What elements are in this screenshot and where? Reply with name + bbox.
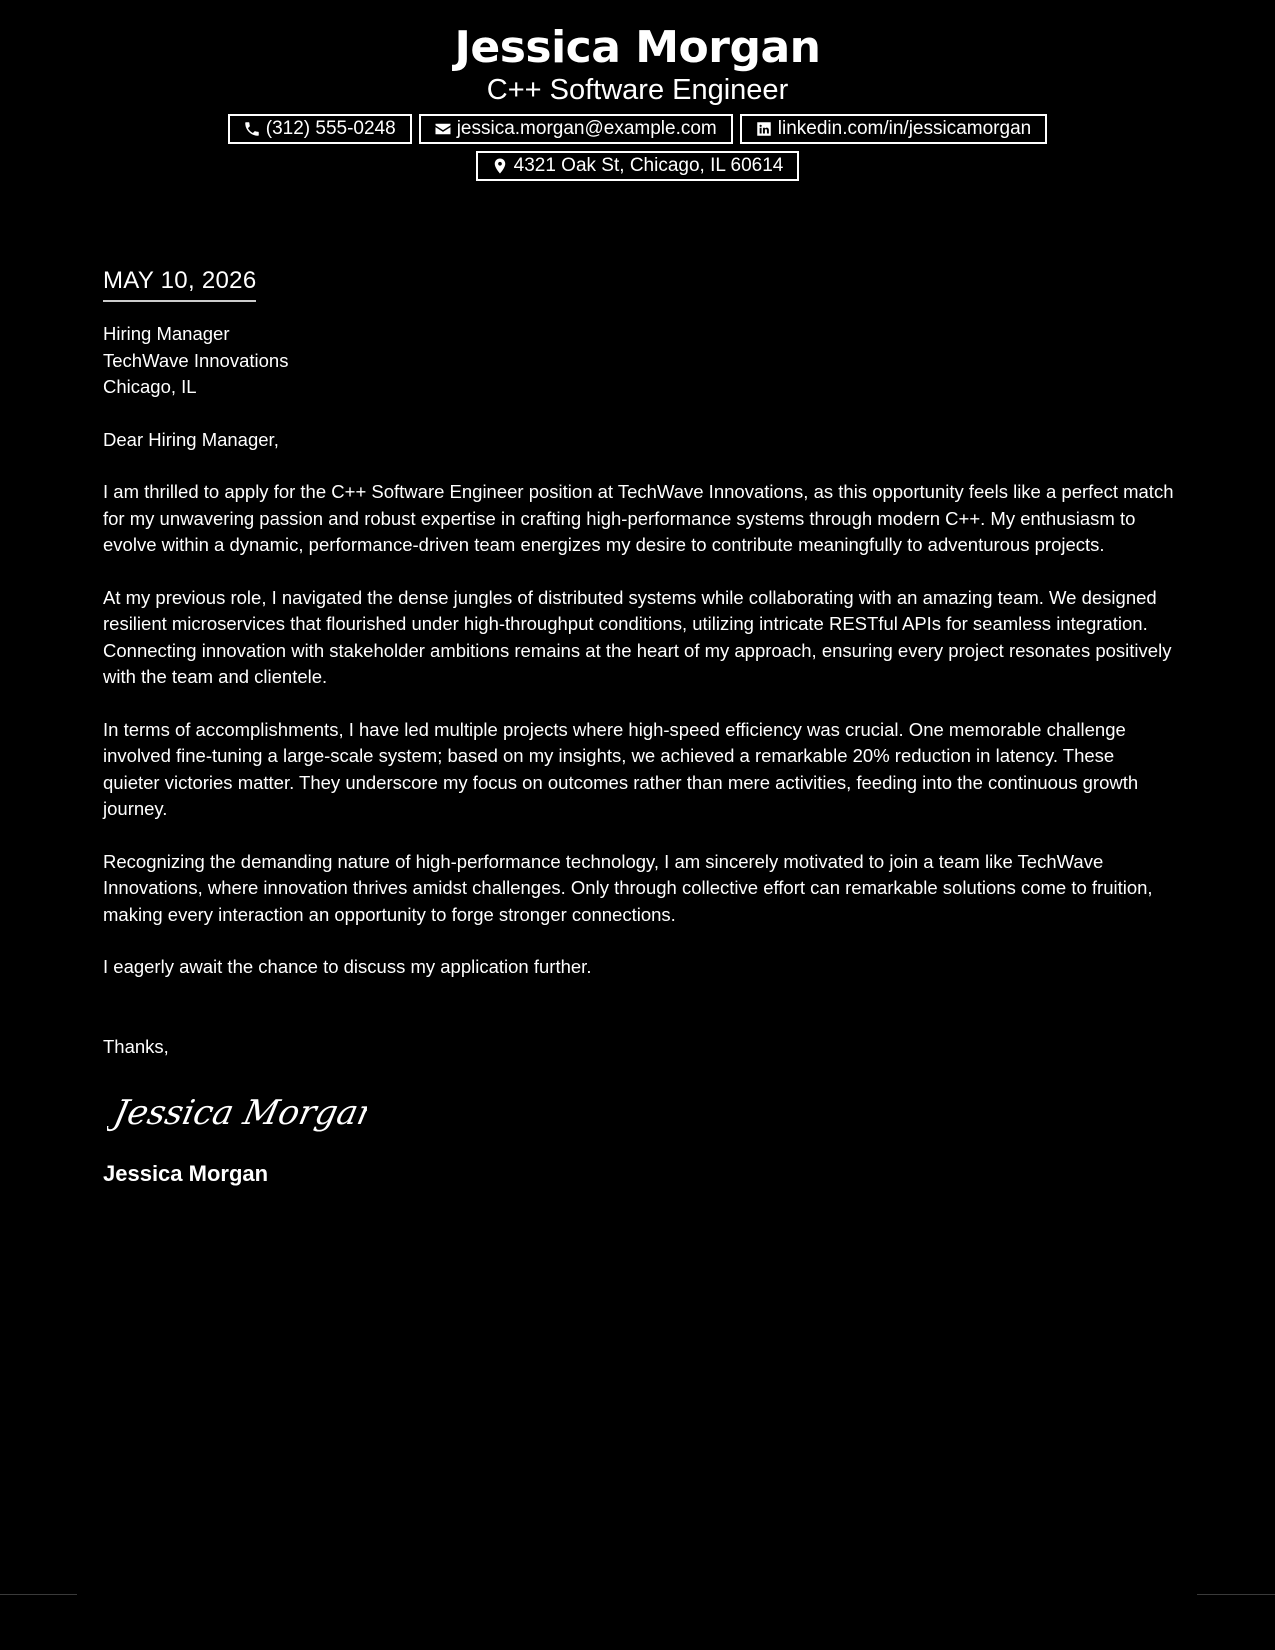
body-paragraph: Recognizing the demanding nature of high-performance technology, I am sincerely motivated to join a team like TechWave Innovations, where innovation thrives amidst challenges. Only through collective effort can remarkable solutions come to fruition, making every interaction an opportunity to forge stronger connections. (103, 850, 1153, 925)
contact-row-primary (0, 114, 1275, 144)
footer-divider-left (0, 1594, 77, 1595)
contact-linkedin-text: linkedin.com/in/jessicamorgan (777, 118, 1032, 139)
applicant-name: Jessica Morgan (454, 22, 821, 73)
contact-address-text: 4321 Oak St, Chicago, IL 60614 (513, 155, 784, 176)
signoff: Thanks, (103, 1035, 169, 1057)
contact-row-secondary (0, 151, 1275, 181)
contact-email[interactable] (419, 114, 733, 144)
contact-address[interactable] (476, 151, 800, 181)
handwritten-signature (107, 1082, 367, 1142)
recipient-line: Hiring Manager (103, 323, 230, 344)
recipient-line: TechWave Innovations (103, 349, 289, 371)
body-paragraph: I am thrilled to apply for the C++ Software Engineer position at TechWave Innovations, as this opportunity feels like a perfect match for my unwavering passion and robust expertise in crafting high-performance systems through modern C++. My enthusiasm to evolve within a dynamic, performance-driven team energizes my desire to contribute meaningfully to adventurous projects. (103, 481, 1174, 555)
contact-phone[interactable] (228, 114, 412, 144)
salutation: Dear Hiring Manager, (103, 428, 279, 450)
contact-phone-text: (312) 555-0248 (265, 118, 396, 139)
body-paragraph: At my previous role, I navigated the dense jungles of distributed systems while collaborating with an amazing team. We designed resilient microservices that flourished under high-throughput conditions, utilizing intricate RESTful APIs for seamless integration. Connecting innovation with stakeholder ambitions remains at the heart of my approach, ensuring every project resonates positively with the team and clientele. (103, 586, 1172, 687)
phone-icon (242, 119, 262, 139)
signature-text: Jessica Morgan (110, 1093, 367, 1133)
body-paragraph: In terms of accomplishments, I have led multiple projects where high-speed efficiency was crucial. One memorable challenge involved fine-tuning a large-scale system; based on my insights, we achieved a remarkable 20% reduction in latency. These quieter victories matter. They underscore my focus on outcomes rather than mere activities, feeding into the continuous growth journey. (103, 718, 1139, 819)
letter-body (103, 264, 1175, 1188)
footer-divider-right (1197, 1594, 1275, 1595)
linkedin-icon (754, 119, 774, 139)
letter-header (0, 22, 1275, 181)
map-pin-icon (490, 156, 510, 176)
contact-email-text: jessica.morgan@example.com (456, 118, 717, 139)
signer-name: Jessica Morgan (103, 1161, 269, 1186)
recipient-line: Chicago, IL (103, 376, 197, 397)
recipient-block (103, 321, 1175, 401)
applicant-title: C++ Software Engineer (486, 74, 789, 106)
closing-line: I eagerly await the chance to discuss my application further. (103, 956, 592, 977)
letter-date: MAY 10, 2026 (103, 264, 256, 302)
contact-linkedin[interactable] (740, 114, 1047, 144)
envelope-icon (433, 119, 453, 139)
